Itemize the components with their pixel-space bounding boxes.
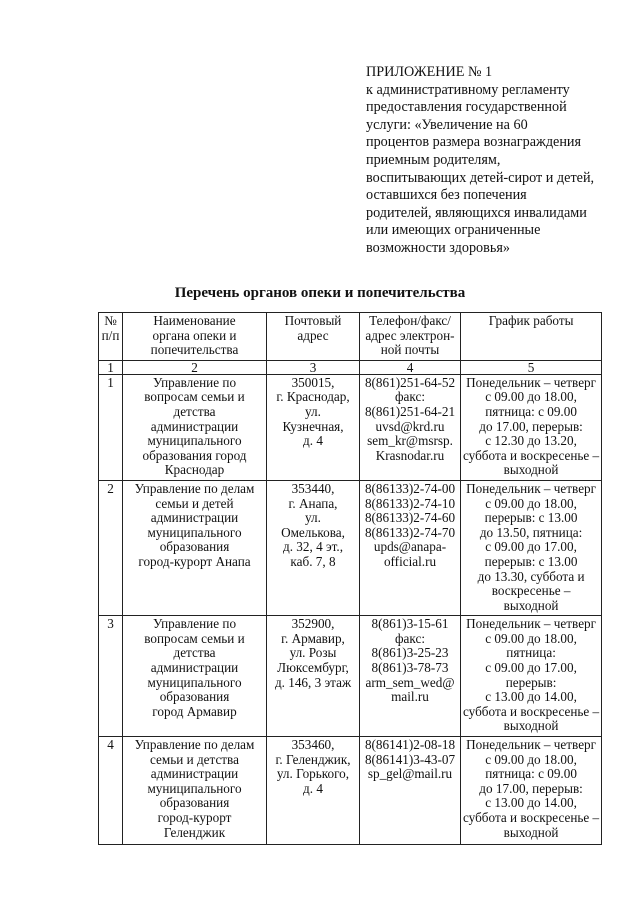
organ-name-line: Управление по делам	[134, 737, 255, 753]
contacts-line: 8(86133)2-74-10	[364, 495, 456, 511]
postal-address-line: ул.	[305, 510, 321, 526]
schedule-line: пятница:	[506, 645, 556, 661]
schedule-line: суббота и воскресенье –	[463, 703, 600, 719]
postal-address-line: Кузнечная,	[282, 418, 344, 434]
schedule-line: с 12.30 до 13.20,	[485, 433, 577, 449]
organ-name-line: город-курорт Анапа	[138, 553, 251, 569]
row-number-cell: 3	[99, 616, 123, 737]
postal-address-line: 350015,	[291, 374, 335, 390]
contacts-line: 8(861)251-64-52	[364, 374, 456, 390]
header-organ-name-line: Наименование	[153, 313, 236, 328]
appendix-line: услуги: «Увеличение на 60	[366, 116, 528, 133]
schedule-cell	[461, 480, 602, 615]
organ-name-line: администрации	[150, 418, 239, 434]
contacts-line: 8(86133)2-74-00	[364, 480, 456, 496]
organ-name-line: город-курорт	[157, 810, 232, 825]
schedule-line: Понедельник – четверг	[466, 374, 597, 390]
organ-name-line: Краснодар	[164, 462, 225, 478]
header-contacts-line: Телефон/факс/	[369, 313, 451, 328]
contacts-cell	[360, 374, 461, 480]
table-row	[99, 616, 602, 737]
organ-name-line: образования	[159, 539, 230, 555]
appendix-block	[366, 64, 636, 258]
contacts-line: official.ru	[383, 553, 437, 569]
schedule-line: выходной	[503, 718, 559, 734]
organ-name-line: Геленджик	[163, 824, 226, 840]
contacts-line: sem_kr@msrsp.	[367, 433, 453, 449]
schedule-line: с 09.00 до 18.00,	[485, 495, 577, 511]
schedule-line: с 09.00 до 18.00,	[485, 389, 577, 405]
table-row	[99, 374, 602, 480]
appendix-line: предоставления государственной	[366, 99, 567, 116]
organ-name-line: город Армавир	[152, 703, 237, 719]
header-contacts-cell	[360, 313, 461, 361]
column-number-cell: 4	[360, 360, 461, 374]
header-contacts-line: адрес электрон-	[365, 327, 455, 343]
postal-address-line: д. 4	[303, 780, 323, 796]
schedule-line: с 09.00 до 18.00,	[485, 751, 577, 767]
postal-address-cell	[267, 480, 360, 615]
appendix-line: приемным родителям,	[366, 151, 501, 168]
contacts-cell	[360, 480, 461, 615]
contacts-cell	[360, 737, 461, 845]
schedule-line: суббота и воскресенье –	[463, 447, 600, 463]
schedule-line: Понедельник – четверг	[466, 737, 597, 753]
contacts-line: 8(86133)2-74-70	[364, 524, 456, 540]
contacts-line: факс:	[395, 630, 425, 646]
postal-address-line: г. Армавир,	[281, 630, 345, 646]
organ-name-line: муниципального	[147, 433, 242, 449]
header-organ-name-cell	[123, 313, 267, 361]
schedule-line: с 13.00 до 14.00,	[485, 689, 577, 705]
postal-address-line: ул. Горького,	[276, 766, 350, 782]
table-row	[99, 480, 602, 615]
contacts-line: 8(86133)2-74-60	[364, 510, 456, 526]
postal-address-line: ул. Розы	[289, 645, 337, 661]
schedule-line: выходной	[503, 462, 559, 478]
schedule-line: воскресенье –	[491, 583, 571, 599]
organ-name-cell	[123, 480, 267, 615]
schedule-line: с 09.00 до 17.00,	[485, 660, 577, 676]
document-title: Перечень органов опеки и попечительства	[174, 285, 466, 301]
header-organ-name-line: органа опеки и	[152, 327, 237, 343]
header-number-line: п/п	[101, 327, 120, 343]
postal-address-line: каб. 7, 8	[290, 553, 336, 569]
appendix-line: возможности здоровья»	[366, 239, 510, 256]
contacts-line: upds@anapa-	[373, 539, 447, 555]
schedule-line: Понедельник – четверг	[466, 480, 597, 496]
header-number-line: №	[104, 313, 117, 328]
contacts-line: sp_gel@mail.ru	[367, 766, 453, 782]
schedule-line: суббота и воскресенье –	[463, 810, 600, 825]
organ-name-line: муниципального	[147, 780, 242, 796]
schedule-cell	[461, 374, 602, 480]
appendix-line: к административному регламенту	[366, 81, 570, 98]
appendix-line: родителей, являющихся инвалидами	[366, 204, 587, 221]
postal-address-line: ул.	[305, 403, 321, 419]
organ-name-line: детства	[173, 645, 216, 661]
row-number-cell: 1	[99, 374, 123, 480]
schedule-line: с 09.00 до 18.00,	[485, 630, 577, 646]
organ-name-line: администрации	[150, 510, 239, 526]
table-row	[99, 737, 602, 845]
contacts-line: 8(861)3-78-73	[371, 660, 449, 676]
organ-name-line: муниципального	[147, 674, 242, 690]
schedule-line: пятница: с 09.00	[485, 766, 577, 782]
organ-name-line: детства	[173, 403, 216, 419]
row-number-cell: 4	[99, 737, 123, 845]
appendix-line: ПРИЛОЖЕНИЕ № 1	[366, 64, 493, 80]
schedule-cell	[461, 737, 602, 845]
postal-address-line: 353440,	[291, 480, 335, 496]
schedule-cell	[461, 616, 602, 737]
organ-name-line: вопросам семьи и	[144, 630, 245, 646]
organ-name-line: муниципального	[147, 524, 242, 540]
postal-address-line: 353460,	[291, 737, 335, 753]
header-postal-address-line: адрес	[297, 327, 329, 343]
organ-name-cell	[123, 616, 267, 737]
postal-address-line: д. 4	[303, 433, 323, 449]
schedule-line: до 17.00, перерыв:	[479, 418, 583, 434]
header-contacts-line: ной почты	[380, 342, 440, 358]
organ-name-line: образования город	[142, 447, 247, 463]
organ-name-cell	[123, 737, 267, 845]
organ-name-line: вопросам семьи и	[144, 389, 245, 405]
appendix-line: оставшихся без попечения	[366, 187, 527, 204]
organ-name-line: образования	[159, 795, 230, 811]
schedule-line: до 17.00, перерыв:	[479, 780, 583, 796]
header-number-cell	[99, 313, 123, 361]
organ-name-line: семьи и детей	[155, 495, 234, 511]
schedule-line: Понедельник – четверг	[466, 616, 597, 632]
schedule-line: перерыв:	[505, 674, 557, 690]
header-organ-name-line: попечительства	[150, 342, 239, 358]
postal-address-line: д. 146, 3 этаж	[274, 674, 352, 690]
column-number-cell: 3	[267, 360, 360, 374]
column-number-cell: 5	[461, 360, 602, 374]
organ-name-line: Управление по делам	[134, 480, 255, 496]
contacts-line: 8(861)3-15-61	[371, 616, 449, 632]
organ-name-line: семьи и детства	[150, 751, 239, 767]
contacts-line: факс:	[395, 389, 425, 405]
postal-address-line: Омелькова,	[281, 524, 345, 540]
schedule-line: пятница: с 09.00	[485, 403, 577, 419]
contacts-line: 8(86141)3-43-07	[364, 751, 456, 767]
organ-name-line: образования	[159, 689, 230, 705]
header-postal-address-line: Почтовый	[284, 313, 342, 328]
column-number-row	[99, 360, 602, 374]
postal-address-line: г. Анапа,	[288, 495, 338, 511]
appendix-line: или имеющих ограниченные	[366, 222, 541, 239]
contacts-line: Krasnodar.ru	[375, 447, 445, 463]
table-header-row	[99, 313, 602, 361]
postal-address-line: Люксембург,	[277, 660, 349, 676]
schedule-line: выходной	[503, 597, 559, 613]
postal-address-cell	[267, 374, 360, 480]
postal-address-cell	[267, 616, 360, 737]
schedule-line: с 13.00 до 14.00,	[485, 795, 577, 811]
schedule-line: перерыв: с 13.00	[484, 510, 578, 526]
organ-name-line: администрации	[150, 766, 239, 782]
postal-address-line: г. Краснодар,	[276, 389, 350, 405]
organ-name-line: администрации	[150, 660, 239, 676]
guardianship-table	[98, 312, 602, 845]
contacts-line: uvsd@krd.ru	[375, 418, 445, 434]
header-schedule-line: График работы	[488, 313, 574, 328]
organ-name-line: Управление по	[152, 374, 237, 390]
contacts-line: 8(861)251-64-21	[364, 403, 456, 419]
column-number-cell: 2	[123, 360, 267, 374]
organ-name-cell	[123, 374, 267, 480]
appendix-line: воспитывающих детей-сирот и детей,	[366, 169, 595, 186]
postal-address-line: 352900,	[291, 616, 335, 632]
contacts-line: 8(861)3-25-23	[371, 645, 449, 661]
schedule-line: выходной	[503, 824, 559, 840]
column-number-cell: 1	[99, 360, 123, 374]
header-postal-address-cell	[267, 313, 360, 361]
appendix-line: процентов размера вознаграждения	[366, 134, 582, 151]
schedule-line: с 09.00 до 17.00,	[485, 539, 577, 555]
schedule-line: до 13.50, пятница:	[479, 524, 583, 540]
schedule-line: перерыв: с 13.00	[484, 553, 578, 569]
header-schedule-cell	[461, 313, 602, 361]
contacts-cell	[360, 616, 461, 737]
postal-address-line: д. 32, 4 эт.,	[283, 539, 343, 555]
contacts-line: mail.ru	[391, 689, 429, 705]
row-number-cell: 2	[99, 480, 123, 615]
organ-name-line: Управление по	[152, 616, 237, 632]
contacts-line: arm_sem_wed@	[365, 674, 455, 690]
postal-address-line: г. Геленджик,	[275, 751, 351, 767]
schedule-line: до 13.30, суббота и	[477, 568, 585, 584]
contacts-line: 8(86141)2-08-18	[364, 737, 456, 753]
postal-address-cell	[267, 737, 360, 845]
